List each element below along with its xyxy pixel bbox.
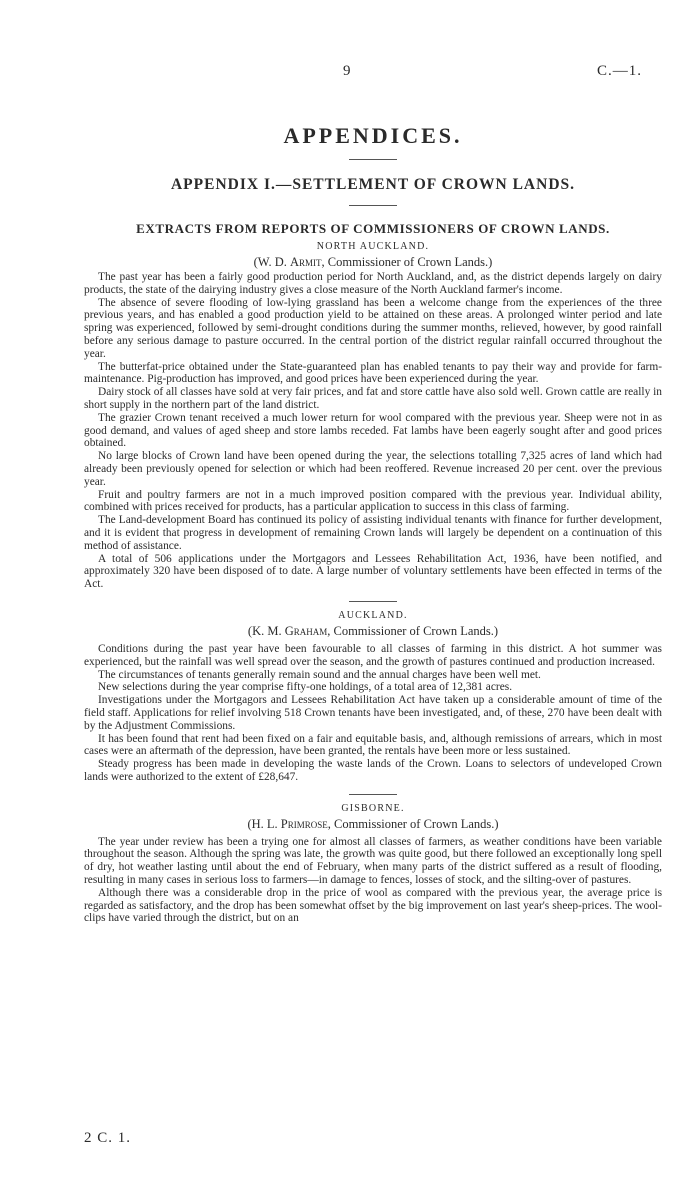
commissioner-line bbox=[84, 623, 662, 640]
paragraph: New selections during the year comprise fifty-one holdings, of a total area of 12,381 acres. bbox=[98, 681, 513, 694]
commissioner-line bbox=[84, 816, 662, 833]
divider bbox=[349, 601, 397, 602]
document-reference: C.—1. bbox=[596, 63, 642, 79]
commissioner-initials: (K. M. bbox=[247, 623, 285, 638]
page-number: 9 bbox=[343, 63, 351, 79]
section-auckland bbox=[84, 608, 662, 784]
commissioner-initials: (W. D. bbox=[253, 255, 290, 269]
paragraph: Although there was a considerable drop in the price of wool as compared with the previous year, the average price is regarded as satisfactory, and the drop has been somewhat offset by the big improvement on last year's sheep-prices. The wool-clips have varied through the district, but on an bbox=[84, 886, 662, 925]
commissioner-name: Primrose bbox=[280, 816, 328, 831]
appendix-title: APPENDIX I.—SETTLEMENT OF CROWN LANDS. bbox=[170, 176, 576, 193]
paragraph: Investigations under the Mortgagors and Lessees Rehabilitation Act have taken up a considerable amount of time of the field staff. Applications for relief involving 518 Crown tenants have been investigated, and, of these, 270 have been dealt with by the Adjustment Commissions. bbox=[84, 694, 662, 732]
page-body bbox=[84, 122, 662, 925]
paragraph: Steady progress has been made in developing the waste lands of the Crown. Loans to selectors of undeveloped Crown lands were authorized to the extent of £28,647. bbox=[84, 758, 662, 783]
commissioner-title: , Commissioner of Crown Lands.) bbox=[321, 255, 493, 269]
section-gisborne bbox=[84, 801, 662, 926]
commissioner-name: Armit bbox=[289, 255, 322, 269]
paragraph: The past year has been a fairly good production period for North Auckland, and, as the district depends largely on dairy products, the state of the dairying industry gives a close measure of the North Auckland farmer's income. bbox=[84, 271, 662, 296]
commissioner-line bbox=[84, 254, 662, 271]
appendices-title: APPENDICES. bbox=[283, 123, 463, 148]
district-heading: GISBORNE. bbox=[341, 802, 405, 814]
section-title: EXTRACTS FROM REPORTS OF COMMISSIONERS OF CROWN LANDS. bbox=[136, 221, 610, 236]
paragraph: Fruit and poultry farmers are not in a much improved position compared with the previous year. Individual ability, combined with prices received for products, has a particular application to success in this class of farming. bbox=[84, 488, 662, 514]
footer-reference: 2 C. 1. bbox=[84, 1130, 132, 1146]
commissioner-title: , Commissioner of Crown Lands.) bbox=[327, 623, 499, 638]
commissioner-name: Graham bbox=[284, 623, 328, 638]
district-heading: NORTH AUCKLAND. bbox=[316, 241, 430, 252]
paragraph: No large blocks of Crown land have been opened during the year, the selections totalling 7,325 acres of land which had already been previously opened for selection or which had been reoffered. Revenue increased 20 per cent. over the previous year. bbox=[84, 450, 662, 488]
paragraph: The Land-development Board has continued its policy of assisting individual tenants with finance for further development, and it is evident that progress in development of remaining Crown lands will largely be dependent on a continuation of this method of assistance. bbox=[84, 514, 662, 552]
district-heading: AUCKLAND. bbox=[338, 609, 408, 621]
divider bbox=[349, 205, 397, 206]
paragraph: The butterfat-price obtained under the State-guaranteed plan has enabled tenants to pay their way and provide for farm-maintenance. Pig-production has improved, and good prices have been experienced during the year. bbox=[84, 360, 662, 386]
commissioner-title: , Commissioner of Crown Lands.) bbox=[327, 816, 499, 831]
paragraph: Conditions during the past year have been favourable to all classes of farming in this district. A hot summer was experienced, but the rainfall was well spread over the season, and the growth of pastures continued and production increased. bbox=[84, 642, 662, 668]
divider bbox=[349, 794, 397, 795]
paragraph: Dairy stock of all classes have sold at very fair prices, and fat and store cattle have also sold well. Grown cattle are really in short supply in the northern part of the land district. bbox=[84, 386, 662, 411]
commissioner-initials: (H. L. bbox=[247, 816, 281, 831]
paragraph: A total of 506 applications under the Mortgagors and Lessees Rehabilitation Act, 1936, have been notified, and approximately 320 have been disposed of to date. A large number of voluntary settlements have been effected in terms of the Act. bbox=[84, 552, 662, 591]
paragraph: It has been found that rent had been fixed on a fair and equitable basis, and, although remissions of arrears, which in most cases were an aftermath of the depression, have been granted, the rentals have been more or less sustained. bbox=[84, 732, 662, 758]
paragraph: The absence of severe flooding of low-lying grassland has been a welcome change from the experiences of the three previous years, and has enabled a good production yield to be attained on these areas. A prolonged winter period and late spring was experienced, followed by semi-drought conditions during the summer months, relieved, however, by good rainfall before any serious damage to pasture occurred. In the central portion of the district regular rainfall occurred throughout the year. bbox=[84, 296, 662, 360]
paragraph: The year under review has been a trying one for almost all classes of farmers, as weather conditions have been variable throughout the season. Although the spring was late, the growth was quite good, but there followed an exceptionally long spell of dry, hot weather lasting until about the end of February, when many parts of the district suffered as a result of flooding, resulting in many cases in serious loss to farmers—in damage to fences, losses of stock, and the silting-over of pastures. bbox=[84, 835, 662, 887]
paragraph: The grazier Crown tenant received a much lower return for wool compared with the previous year. Sheep were not in as good demand, and values of aged sheep and store lambs receded. Fat lambs have been eagerly sought after and good prices obtained. bbox=[84, 411, 662, 450]
section-north-auckland bbox=[84, 239, 662, 591]
paragraph: The circumstances of tenants generally remain sound and the annual charges have been well met. bbox=[98, 668, 541, 681]
divider bbox=[349, 159, 397, 160]
